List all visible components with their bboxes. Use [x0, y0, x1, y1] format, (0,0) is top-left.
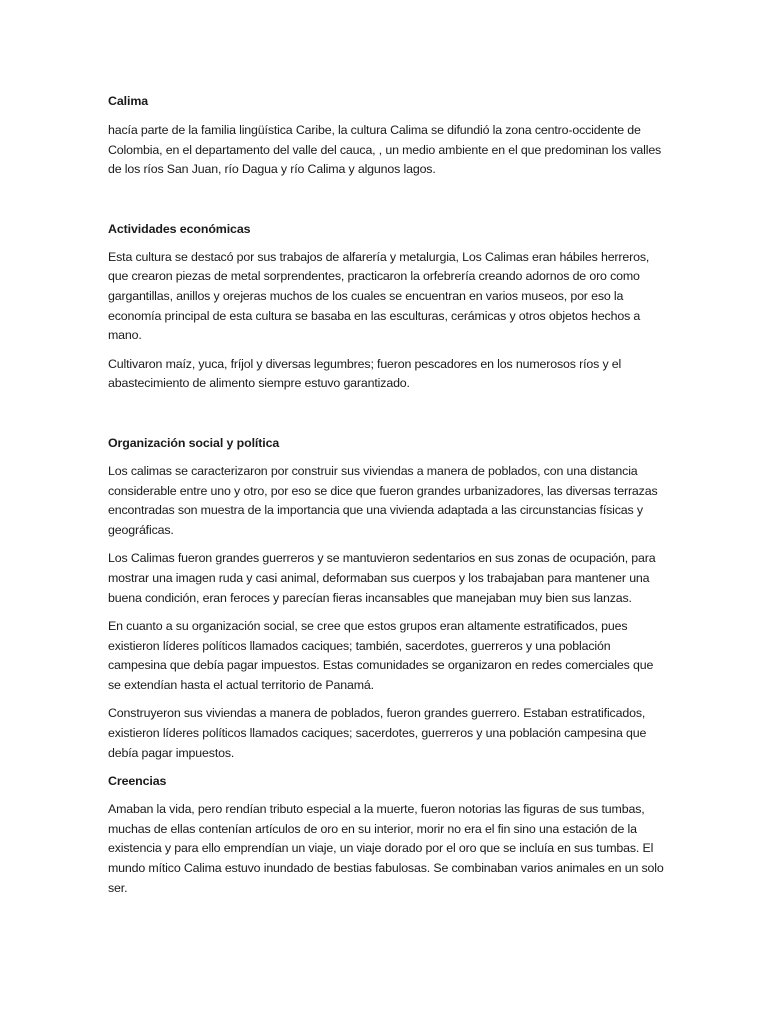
paragraph-organizacion-4: Construyeron sus viviendas a manera de poblados, fueron grandes guerrero. Estaban estratificados, existieron líderes políticos llamados caciques; sacerdotes, guerreros y una población campesina que debía pagar impuestos. — [108, 706, 647, 760]
paragraph-organizacion-3: En cuanto a su organización social, se cree que estos grupos eran altamente estratificados, pues existieron líderes políticos llamados caciques; también, sacerdotes, guerreros y una población campesina que debía pagar impuestos. Estas comunidades se organizaron en redes comerciales que se extendían hasta el actual territorio de Panamá. — [108, 619, 654, 692]
paragraph-intro: hacía parte de la familia lingüística Caribe, la cultura Calima se difundió la zona centro-occidente de Colombia, en el departamento del valle del cauca, , un medio ambiente en el que predominan los valles de los ríos San Juan, río Dagua y río Calima y algunos lagos. — [108, 123, 662, 177]
section-heading-calima: Calima — [108, 94, 149, 108]
paragraph-organizacion-2: Los Calimas fueron grandes guerreros y se mantuvieron sedentarios en sus zonas de ocupación, para mostrar una imagen ruda y casi animal, deformaban sus cuerpos y los trabajaban para mantener una buena condición, eran feroces y parecían fieras incansables que manejaban muy bien sus lanzas. — [108, 551, 656, 605]
paragraph-actividades-1: Esta cultura se destacó por sus trabajos de alfarería y metalurgia, Los Calimas eran hábiles herreros, que crearon piezas de metal sorprendentes, practicaron la orfebrería creando adornos de oro como gargantillas, anillos y orejeras muchos de los cuales se encuentran en varios museos, por eso la economía principal de esta cultura se basaba en las esculturas, cerámicas y otros objetos hechos a mano. — [108, 249, 650, 343]
section-heading-actividades: Actividades económicas — [108, 221, 251, 236]
section-heading-creencias: Creencias — [108, 774, 167, 789]
section-heading-organizacion: Organización social y política — [108, 435, 280, 450]
paragraph-organizacion-1: Los calimas se caracterizaron por construir sus viviendas a manera de poblados, con una distancia considerable entre uno y otro, por eso se dice que fueron grandes urbanizadores, las diversas terrazas encontradas son muestra de la importancia que una vivienda adaptada a las circunstancias físicas y geográficas. — [108, 463, 658, 537]
document-body — [108, 92, 664, 898]
paragraph-actividades-2: Cultivaron maíz, yuca, fríjol y diversas legumbres; fueron pescadores en los numerosos ríos y el abastecimiento de alimento siempre estuvo garantizado. — [108, 356, 622, 391]
paragraph-creencias-1: Amaban la vida, pero rendían tributo especial a la muerte, fueron notorias las figuras de sus tumbas, muchas de ellas contenían artículos de oro en su interior, morir no era el fin sino una estación de la existencia y para ello emprendían un viaje, un viaje dorado por el oro que se incluía en sus tumbas. El mundo mítico Calima estuvo inundado de bestias fabulosas. Se combinaban varios animales en un solo ser. — [108, 802, 664, 895]
